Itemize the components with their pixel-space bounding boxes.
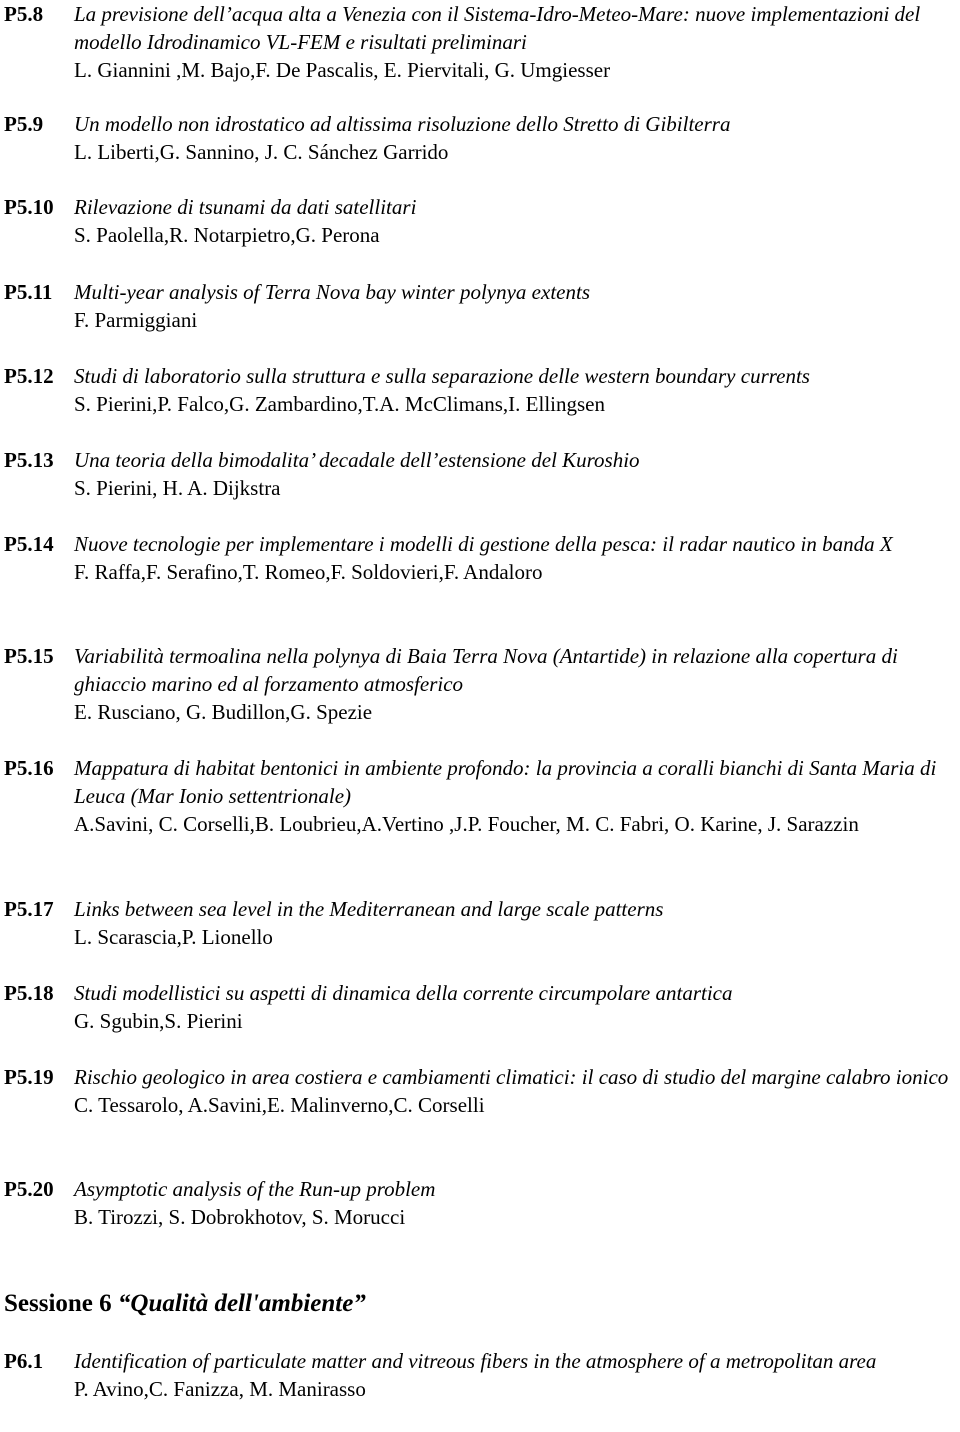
list-item: [0, 278, 960, 334]
list-item: [0, 754, 960, 838]
session-name: “Qualità dell'ambiente”: [117, 1290, 366, 1317]
entry-authors: C. Tessarolo, A.Savini,E. Malinverno,C. Corselli: [74, 1093, 485, 1117]
entry-code: P5.19: [4, 1065, 54, 1089]
list-item: [0, 1347, 960, 1403]
entry-title: La previsione dell’acqua alta a Venezia con il Sistema-Idro-Meteo-Mare: nuove implementazioni del modello Idrodinamico VL-FEM e risultati preliminari: [74, 2, 921, 54]
session-label: Sessione 6: [4, 1290, 112, 1317]
entry-title: Nuove tecnologie per implementare i modelli di gestione della pesca: il radar nautico in banda X: [74, 532, 893, 556]
entry-title: Variabilità termoalina nella polynya di Baia Terra Nova (Antartide) in relazione alla copertura di ghiaccio marino ed al forzamento atmosferico: [74, 644, 898, 696]
list-item: [0, 530, 960, 586]
list-item: [0, 110, 960, 166]
entry-title: Rischio geologico in area costiera e cambiamenti climatici: il caso di studio del margine calabro ionico: [74, 1065, 949, 1089]
entry-code: P5.8: [4, 2, 44, 26]
list-item: [0, 0, 960, 84]
entry-title: Una teoria della bimodalita’ decadale dell’estensione del Kuroshio: [74, 448, 640, 472]
entry-content: [74, 446, 958, 502]
entry-code: P5.16: [4, 756, 54, 780]
entry-title: Studi di laboratorio sulla struttura e sulla separazione delle western boundary currents: [74, 364, 810, 388]
entry-authors: F. Raffa,F. Serafino,T. Romeo,F. Soldovieri,F. Andaloro: [74, 560, 543, 584]
entry-title: Rilevazione di tsunami da dati satellitari: [74, 195, 417, 219]
entry-content: [74, 895, 958, 951]
entry-content: [74, 0, 958, 84]
entry-title: Mappatura di habitat bentonici in ambiente profondo: la provincia a coralli bianchi di Santa Maria di Leuca (Mar Ionio settentrionale): [74, 756, 937, 808]
entry-code: P6.1: [4, 1349, 44, 1373]
entry-title: Asymptotic analysis of the Run-up problem: [74, 1177, 436, 1201]
entry-code: P5.9: [4, 112, 44, 136]
entry-title: Links between sea level in the Mediterranean and large scale patterns: [74, 897, 664, 921]
list-item: [0, 1175, 960, 1231]
entry-code: P5.17: [4, 897, 54, 921]
entry-content: [74, 278, 958, 334]
entry-code: P5.20: [4, 1177, 54, 1201]
list-item: [0, 979, 960, 1035]
entry-content: [74, 530, 958, 586]
session-heading: [4, 1288, 366, 1320]
entry-authors: L. Giannini ,M. Bajo,F. De Pascalis, E. Piervitali, G. Umgiesser: [74, 58, 611, 82]
entry-code: P5.11: [4, 280, 53, 304]
entry-authors: S. Pierini,P. Falco,G. Zambardino,T.A. McClimans,I. Ellingsen: [74, 392, 605, 416]
entry-authors: L. Liberti,G. Sannino, J. C. Sánchez Garrido: [74, 140, 449, 164]
entry-content: [74, 1063, 958, 1119]
entry-authors: S. Pierini, H. A. Dijkstra: [74, 476, 281, 500]
list-item: [0, 895, 960, 951]
entry-authors: P. Avino,C. Fanizza, M. Manirasso: [74, 1377, 366, 1401]
entry-title: Studi modellistici su aspetti di dinamica della corrente circumpolare antartica: [74, 981, 733, 1005]
entry-code: P5.14: [4, 532, 54, 556]
entry-code: P5.15: [4, 644, 54, 668]
entry-code: P5.13: [4, 448, 54, 472]
list-item: [0, 446, 960, 502]
entry-authors: S. Paolella,R. Notarpietro,G. Perona: [74, 223, 380, 247]
entry-authors: A.Savini, C. Corselli,B. Loubrieu,A.Vertino ,J.P. Foucher, M. C. Fabri, O. Karine, J. Sarazzin: [74, 812, 859, 836]
entry-content: [74, 110, 958, 166]
list-item: [0, 642, 960, 726]
entry-content: [74, 362, 958, 418]
entry-authors: F. Parmiggiani: [74, 308, 198, 332]
entry-title: Un modello non idrostatico ad altissima risoluzione dello Stretto di Gibilterra: [74, 112, 731, 136]
entry-title: Identification of particulate matter and vitreous fibers in the atmosphere of a metropolitan area: [74, 1349, 877, 1373]
entry-code: P5.10: [4, 195, 54, 219]
entry-authors: G. Sgubin,S. Pierini: [74, 1009, 243, 1033]
entry-authors: E. Rusciano, G. Budillon,G. Spezie: [74, 700, 373, 724]
entry-content: [74, 1347, 958, 1403]
list-item: [0, 362, 960, 418]
entry-authors: L. Scarascia,P. Lionello: [74, 925, 273, 949]
list-item: [0, 193, 960, 249]
entry-content: [74, 193, 958, 249]
entry-content: [74, 979, 958, 1035]
entry-title: Multi-year analysis of Terra Nova bay winter polynya extents: [74, 280, 590, 304]
entry-code: P5.18: [4, 981, 54, 1005]
list-item: [0, 1063, 960, 1119]
entry-content: [74, 1175, 958, 1231]
entry-code: P5.12: [4, 364, 54, 388]
entry-authors: B. Tirozzi, S. Dobrokhotov, S. Morucci: [74, 1205, 406, 1229]
entry-content: [74, 754, 958, 838]
entry-content: [74, 642, 958, 726]
